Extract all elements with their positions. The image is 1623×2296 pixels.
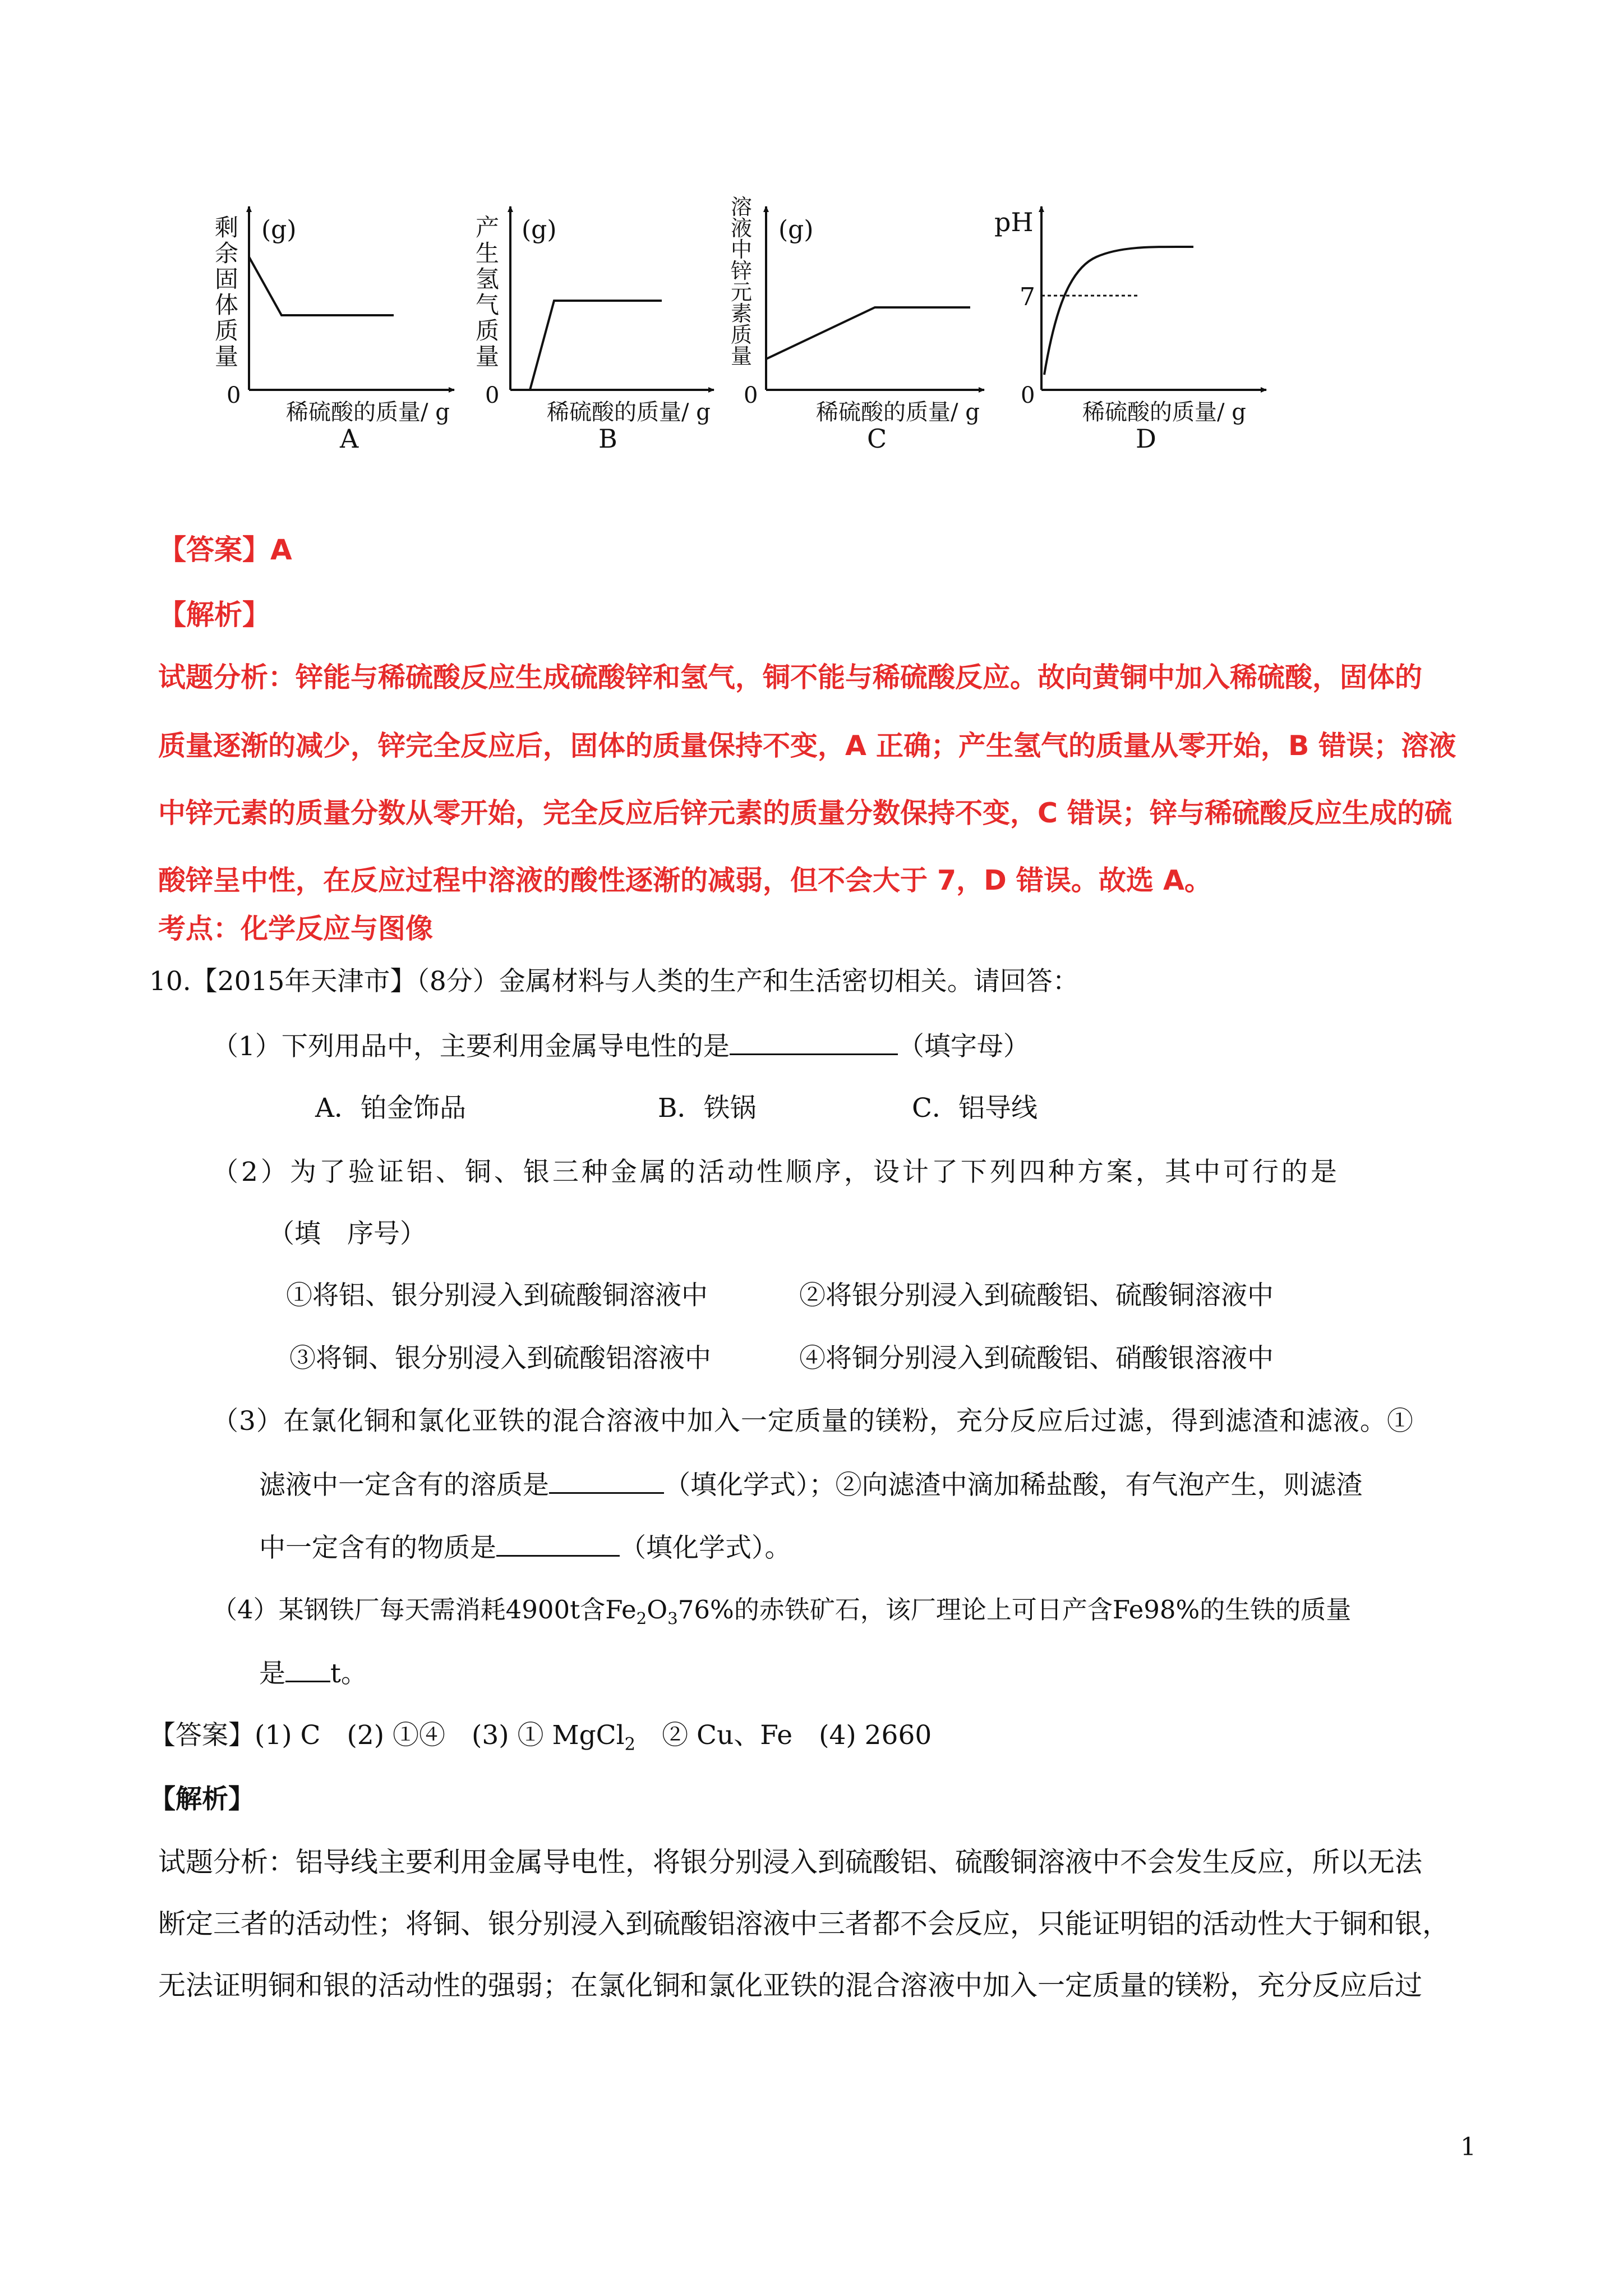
chart-figure-row: [0, 0, 1623, 482]
chart-c-ylabel-char: 中: [731, 237, 753, 262]
q10-part3-line1: （3）在氯化铜和氯化亚铁的混合溶液中加入一定质量的镁粉，充分反应后过滤，得到滤渣和滤液。①: [212, 1406, 1414, 1437]
q10-part4-blank[interactable]: [285, 1656, 330, 1682]
q10-analysis-label: 【解析】: [149, 1784, 255, 1815]
chart-a-letter: A: [340, 424, 359, 454]
chart-b-yunit: (g): [522, 215, 557, 244]
q10-part4-o: O: [647, 1595, 668, 1625]
chart-b-letter: B: [598, 424, 617, 454]
q10-part2-line1: （2）为了验证铝、铜、银三种金属的活动性顺序，设计了下列四种方案，其中可行的是: [212, 1157, 1340, 1188]
chart-a-ylabel-char: 固: [215, 265, 239, 293]
q10-part3-text-b: （填化学式）；②向滤渣中滴加稀盐酸，有气泡产生，则滤渣: [664, 1470, 1363, 1501]
chart-a-ylabel-char: 体: [215, 291, 239, 319]
q10-part1-suffix: （填字母）: [897, 1031, 1030, 1062]
q10-analysis-line-2: 断定三者的活动性；将铜、银分别浸入到硫酸铝溶液中三者都不会反应，只能证明铝的活动性大于铜和银，: [158, 1908, 1450, 1940]
chart-b-ylabel-char: 产: [476, 214, 500, 241]
q10-part4-sub-3: 3: [667, 1609, 678, 1628]
q9-kaodian: 考点：化学反应与图像: [158, 913, 434, 945]
chart-b: [476, 206, 714, 454]
chart-d-origin: 0: [1021, 383, 1035, 408]
q10-part3-text-d: （填化学式）。: [620, 1533, 791, 1563]
q9-analysis-line-1: 试题分析：锌能与稀硫酸反应生成硫酸锌和氢气，铜不能与稀硫酸反应。故向黄铜中加入稀硫酸，固体的: [158, 661, 1423, 693]
q9-analysis-line-3: 中锌元素的质量分数从零开始，完全反应后锌元素的质量分数保持不变，C 错误；锌与稀硫酸反应生成的硫: [158, 797, 1453, 829]
chart-b-ylabel-char: 量: [476, 343, 500, 370]
q9-analysis-line-4: 酸锌呈中性，在反应过程中溶液的酸性逐渐的减弱，但不会大于 7，D 错误。故选 A。: [158, 864, 1212, 896]
page-number: 1: [1460, 2133, 1476, 2161]
q10-part4-text-b: 76%的赤铁矿石，该厂理论上可日产含Fe98%的生铁的质量: [677, 1595, 1352, 1625]
q10-answer-text-b: ② Cu、Fe (4) 2660: [635, 1720, 932, 1751]
chart-a-ylabel-char: 质: [215, 317, 239, 344]
chart-c-yunit: (g): [778, 215, 814, 244]
q10-part1-text: （1）下列用品中，主要利用金属导电性的是: [212, 1031, 730, 1062]
q9-analysis-line-2: 质量逐渐的减少，锌完全反应后，固体的质量保持不变，A 正确；产生氢气的质量从零开始，B 错误；溶液: [158, 730, 1456, 762]
q10-option-b: B．铁锅: [658, 1093, 757, 1124]
chart-b-ylabel-char: 气: [476, 291, 500, 319]
chart-a-yunit: (g): [261, 215, 297, 244]
q10-option-a: A．铂金饰品: [315, 1093, 466, 1124]
chart-b-curve: [530, 301, 662, 390]
chart-c-ylabel-char: 元: [731, 280, 753, 305]
chart-a-ylabel-char: 量: [215, 343, 239, 370]
q10-answer: [149, 1719, 932, 1761]
q10-part3-text-a: 滤液中一定含有的溶质是: [259, 1470, 549, 1501]
chart-a-ylabel-char: 余: [215, 240, 239, 267]
q10-part4-text-a: （4）某钢铁厂每天需消耗4900t含Fe: [212, 1595, 637, 1625]
q10-part3-blank-2[interactable]: [496, 1530, 620, 1557]
chart-d-letter: D: [1136, 424, 1156, 454]
q10-part1-blank[interactable]: [730, 1029, 898, 1055]
q10-scheme-4: ④将铜分别浸入到硫酸铝、硝酸银溶液中: [799, 1343, 1274, 1374]
chart-a-origin: 0: [227, 383, 241, 408]
chart-c-ylabel-char: 锌: [731, 259, 753, 283]
q10-analysis-line-3: 无法证明铜和银的活动性的强弱；在氯化铜和氯化亚铁的混合溶液中加入一定质量的镁粉，充分反应后过: [158, 1970, 1423, 2001]
q10-part4-text-c: 是: [259, 1658, 285, 1689]
chart-b-ylabel: [476, 214, 499, 370]
chart-c-curve: [766, 307, 970, 359]
chart-b-xlabel: 稀硫酸的质量/ g: [547, 399, 711, 425]
chart-d: [994, 206, 1266, 454]
chart-c-ylabel-char: 液: [731, 216, 753, 241]
chart-c-ylabel-char: 素: [731, 301, 753, 326]
chart-a-xlabel: 稀硫酸的质量/ g: [286, 399, 450, 425]
q10-part3-line3: [259, 1530, 791, 1565]
chart-c-ylabel-char: 质: [731, 323, 753, 347]
chart-d-ylabel: pH: [994, 207, 1034, 237]
chart-a-ylabel-char: 剩: [215, 214, 239, 241]
q10-part3-line2: [259, 1467, 1363, 1502]
q9-analysis-label: 【解析】: [158, 599, 270, 631]
chart-a-curve: [249, 257, 394, 315]
chart-d-curve: [1044, 247, 1193, 375]
q10-part2-line2: （填 序号）: [268, 1218, 426, 1249]
q10-part3-blank-1[interactable]: [549, 1467, 664, 1494]
q9-answer: 【答案】A: [158, 533, 292, 566]
chart-c-origin: 0: [744, 383, 758, 408]
chart-c-ylabel-char: 量: [731, 344, 753, 369]
chart-c-letter: C: [867, 424, 887, 454]
q10-part4-line2: [259, 1656, 367, 1691]
chart-a: [215, 206, 454, 454]
chart-c-xlabel: 稀硫酸的质量/ g: [816, 399, 980, 425]
q10-part4-text-d: t。: [330, 1658, 367, 1689]
q10-scheme-1: ①将铝、银分别浸入到硫酸铜溶液中: [286, 1280, 708, 1311]
chart-d-xlabel: 稀硫酸的质量/ g: [1082, 399, 1246, 425]
chart-b-ylabel-char: 生: [476, 240, 500, 267]
chart-c: [731, 195, 984, 454]
chart-a-ylabel: [215, 214, 238, 370]
q10-title: 10.【2015年天津市】（8分）金属材料与人类的生产和生活密切相关。请回答：: [149, 966, 1079, 997]
chart-b-ylabel-char: 氢: [476, 265, 500, 293]
q10-scheme-2: ②将银分别浸入到硫酸铝、硫酸铜溶液中: [799, 1280, 1274, 1311]
q10-answer-text-a: 【答案】(1) C (2) ①④ (3) ① MgCl: [149, 1720, 625, 1751]
q10-part1: [212, 1029, 1030, 1064]
chart-b-ylabel-char: 质: [476, 317, 500, 344]
q10-analysis-line-1: 试题分析：铝导线主要利用金属导电性，将银分别浸入到硫酸铝、硫酸铜溶液中不会发生反应，所以无法: [158, 1846, 1423, 1878]
q10-option-c: C．铝导线: [912, 1093, 1038, 1124]
q10-part4-line1: [212, 1593, 1351, 1635]
chart-b-origin: 0: [485, 383, 500, 408]
chart-c-ylabel-char: 溶: [731, 195, 753, 219]
q10-part4-sub-2: 2: [636, 1609, 647, 1628]
q10-answer-sub: 2: [624, 1734, 636, 1755]
chart-c-ylabel: [731, 195, 752, 369]
q10-scheme-3: ③将铜、银分别浸入到硫酸铝溶液中: [289, 1343, 711, 1374]
chart-d-tick-7: 7: [1020, 283, 1035, 311]
q10-part3-text-c: 中一定含有的物质是: [259, 1533, 496, 1563]
